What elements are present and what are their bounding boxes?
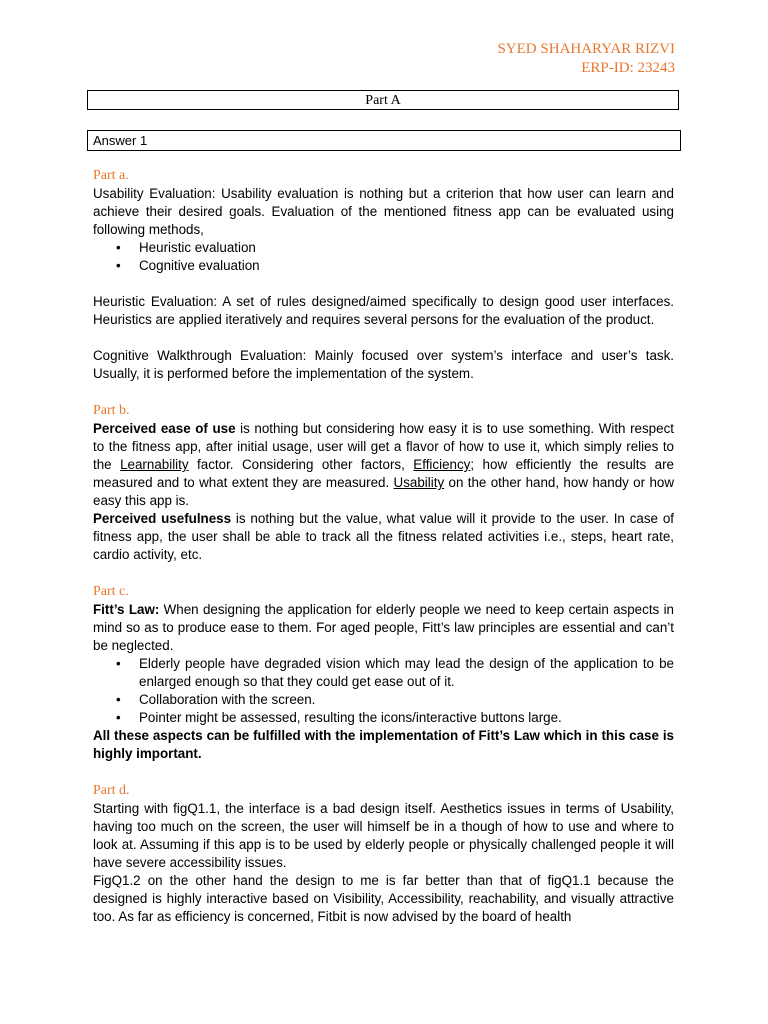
conclusion-text: All these aspects can be fulfilled with the implementation of Fitt’s Law which in this case is highly important. xyxy=(93,728,674,761)
text-span: on the other hand, how handy or how easy this app is. xyxy=(93,475,675,508)
part-a-heading: Part a. xyxy=(93,168,129,183)
part-b-para1 xyxy=(93,420,674,510)
list-item: • Heuristic evaluation xyxy=(93,239,674,257)
part-a-para2: Heuristic Evaluation: A set of rules designed/aimed specifically to design good user interfaces. Heuristics are applied iteratively and requires several persons for the evaluation of the product. xyxy=(93,294,674,327)
document-body xyxy=(93,166,674,926)
term-learnability: Learnability xyxy=(120,457,189,472)
text-span: ; how efficiently the results are measured and to what extent they are measured. xyxy=(93,457,674,490)
part-c-bullets xyxy=(93,655,674,727)
part-d-para2: FigQ1.2 on the other hand the design to me is far better than that of figQ1.1 because the designed is highly interactive based on Visibility, Accessibility, reachability, and visually attractive too. As far as efficiency is concerned, Fitbit is now advised by the board of health xyxy=(93,873,674,924)
term-efficiency: Efficiency xyxy=(413,457,471,472)
term-usefulness: Perceived usefulness xyxy=(93,511,232,526)
list-item: • Collaboration with the screen. xyxy=(93,691,674,709)
text-span: is nothing but considering how easy it is to use something. With respect to the fitness app, after initial usage, user will get a flavor of how to use it, which simply relies to the xyxy=(93,421,674,472)
part-a-para1: Usability Evaluation: Usability evaluation is nothing but a criterion that how user can learn and achieve their desired goals. Evaluation of the mentioned fitness app can be evaluated using following methods, xyxy=(93,186,674,237)
term-usability: Usability xyxy=(393,475,445,490)
part-a-para3: Cognitive Walkthrough Evaluation: Mainly focused over system’s interface and user’s task. Usually, it is performed before the implementation of the system. xyxy=(93,348,674,381)
list-item: • Cognitive evaluation xyxy=(93,257,674,275)
part-a-bullets xyxy=(93,239,674,275)
term-ease-of-use: Perceived ease of use xyxy=(93,421,236,436)
term-fitts-law: Fitt’s Law: xyxy=(93,602,160,617)
part-d-heading: Part d. xyxy=(93,783,130,798)
part-title: Part A xyxy=(87,90,679,110)
part-b-heading: Part b. xyxy=(93,403,130,418)
part-c-heading: Part c. xyxy=(93,584,129,599)
list-item: • Pointer might be assessed, resulting the icons/interactive buttons large. xyxy=(93,709,674,727)
list-item: • Elderly people have degraded vision which may lead the design of the application to be enlarged enough so that they could get ease out of it. xyxy=(93,655,674,691)
author-name: SYED SHAHARYAR RIZVI xyxy=(497,41,675,57)
author-header xyxy=(497,40,675,78)
text-span: factor. Considering other factors, xyxy=(188,457,414,472)
part-d-para1: Starting with figQ1.1, the interface is a bad design itself. Aesthetics issues in terms of Usability, having too much on the screen, the user will himself be in a though of how to use and where to look at. Assuming if this app is to be used by elderly people or physically challenged people it will have severe accessibility issues. xyxy=(93,801,674,870)
answer-label: Answer 1 xyxy=(87,130,681,151)
text-span: When designing the application for elderly people we need to keep certain aspects in mind so as to produce ease to them. For aged people, Fitt’s law principles are essential and can’t be neglected. xyxy=(93,602,674,653)
erp-id: ERP-ID: 23243 xyxy=(581,60,675,76)
text-span: is nothing but the value, what value will it provide to the user. In case of fitness app, the user shall be able to track all the fitness related activities i.e., steps, heart rate, cardio activity, etc. xyxy=(93,511,674,562)
part-c-para1 xyxy=(93,601,674,655)
part-c-conclusion xyxy=(93,727,674,763)
part-b-para2 xyxy=(93,510,674,564)
